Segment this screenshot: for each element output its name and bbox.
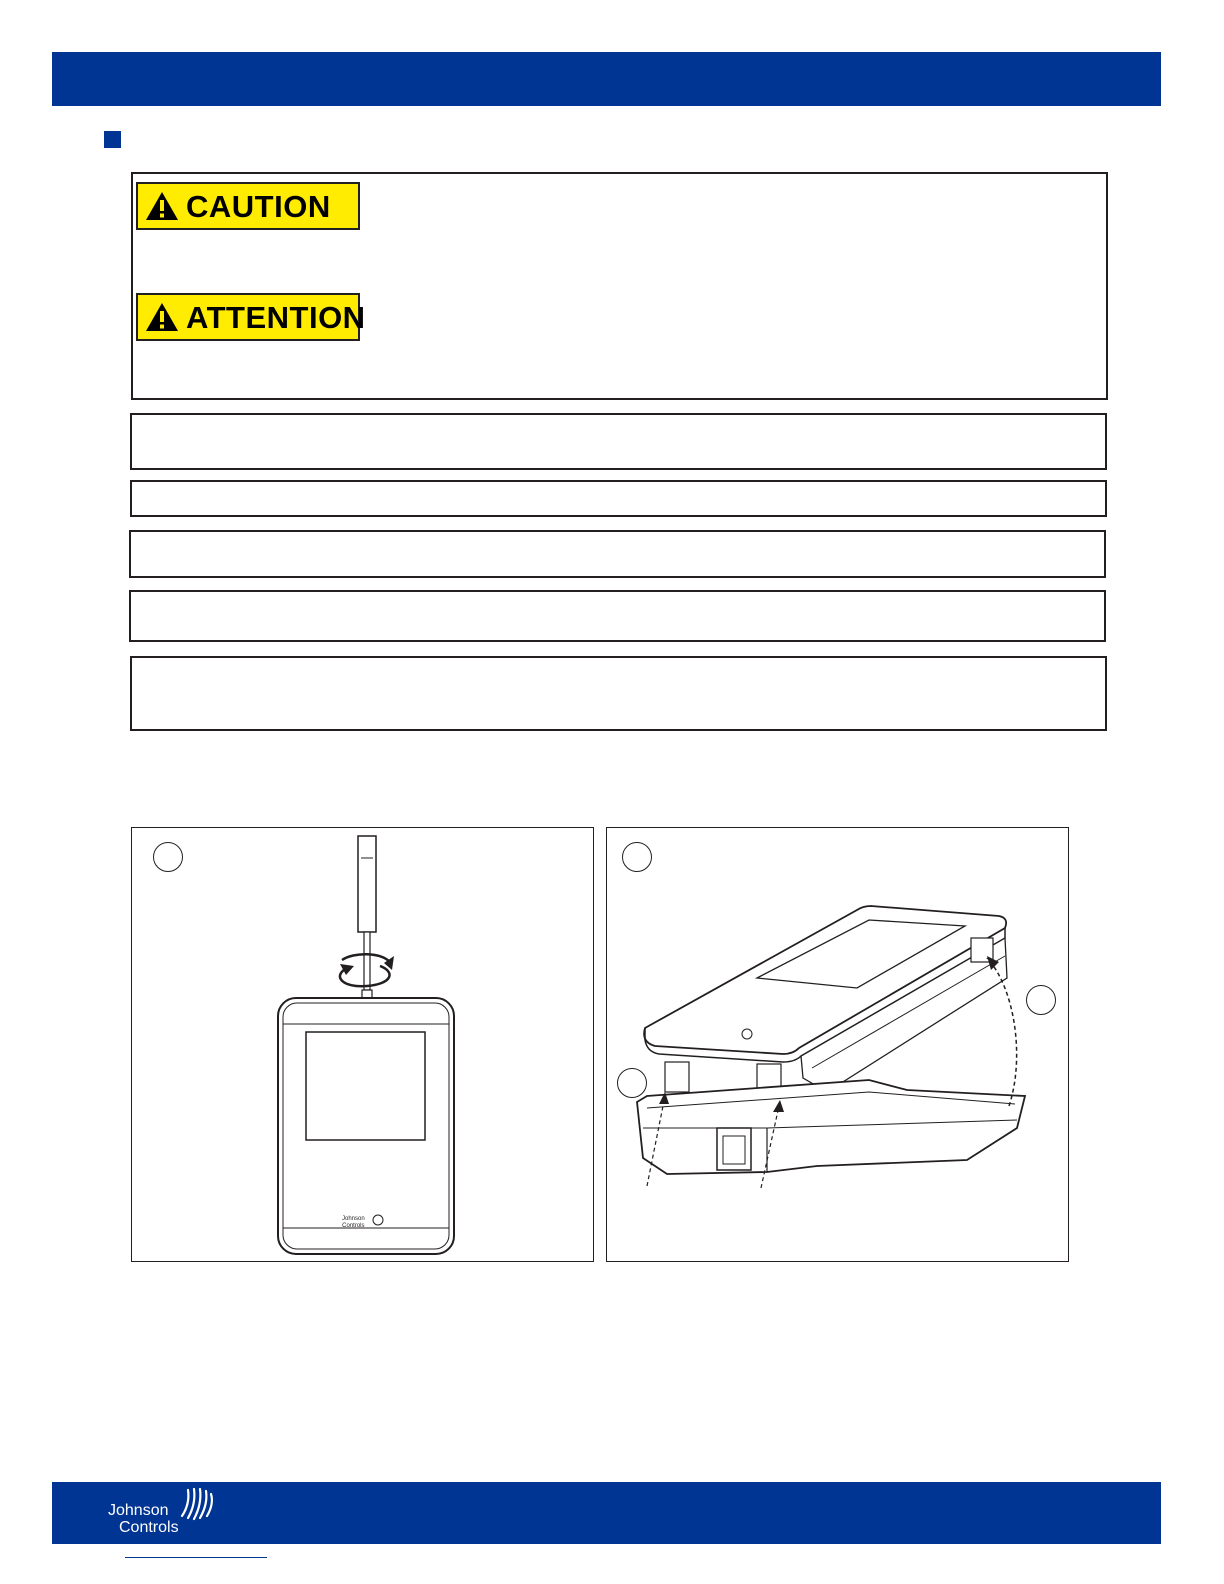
logo-line1: Johnson xyxy=(108,1502,169,1519)
logo-mark-icon xyxy=(178,1486,216,1526)
footer-link-underline xyxy=(125,1557,267,1558)
caution-text: CAUTION xyxy=(186,188,331,224)
johnson-controls-logo xyxy=(108,1486,218,1536)
device-brand-line1: Johnson xyxy=(342,1216,365,1222)
caution-label xyxy=(136,182,360,230)
section-bullet xyxy=(104,131,121,148)
device-brand-line2: Controls xyxy=(342,1223,365,1229)
screwdriver-illustration xyxy=(132,828,595,1263)
figure-panel-2 xyxy=(606,827,1069,1262)
warning-triangle-icon xyxy=(145,302,179,332)
note-box-4 xyxy=(129,590,1106,642)
warning-triangle-icon xyxy=(145,191,179,221)
logo-line2: Controls xyxy=(119,1519,179,1536)
footer-bar xyxy=(52,1482,1161,1544)
note-box-3 xyxy=(129,530,1106,578)
attention-label xyxy=(136,293,366,341)
header-bar xyxy=(52,52,1161,106)
note-box-1 xyxy=(130,413,1107,470)
cover-removal-illustration xyxy=(607,828,1070,1263)
note-box-2 xyxy=(130,480,1107,517)
figure-panel-1 xyxy=(131,827,594,1262)
attention-text: ATTENTION xyxy=(186,299,366,335)
device-brand-label xyxy=(342,1216,365,1230)
note-box-5 xyxy=(130,656,1107,731)
